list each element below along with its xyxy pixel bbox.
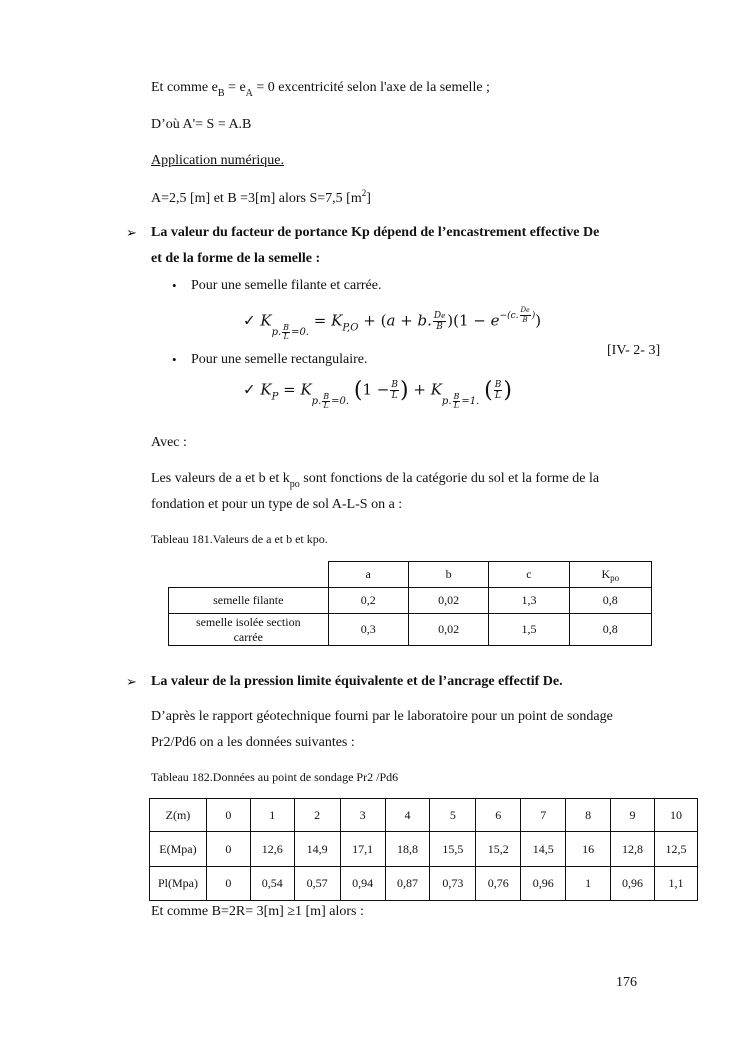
table-header-row xyxy=(169,562,652,588)
table-cell: 0,57 xyxy=(294,867,340,901)
table-cell: semelle filante xyxy=(169,588,329,614)
table-cell: 0,02 xyxy=(408,588,488,614)
table-row-header: Pl(Mpa) xyxy=(150,867,207,901)
table-cell: 10 xyxy=(654,799,697,832)
table-row-depth xyxy=(150,799,698,832)
table-caption-182: Tableau 182.Données au point de sondage Pr2 /Pd6 xyxy=(151,770,399,784)
table-cell: 12,5 xyxy=(654,832,697,867)
table-cell: 17,1 xyxy=(340,832,385,867)
table-cell: 9 xyxy=(611,799,655,832)
bullet-filante: Pour une semelle filante et carrée. xyxy=(191,278,382,293)
table-cell: 0,02 xyxy=(408,614,488,646)
table-cell: 4 xyxy=(385,799,430,832)
bullet-rectangulaire: Pour une semelle rectangulaire. xyxy=(191,352,368,367)
table-cell: 0,54 xyxy=(250,867,294,901)
table-header-cell: a xyxy=(328,562,408,588)
avec-label: Avec : xyxy=(151,435,187,450)
section2-paragraph-line1: D’après le rapport géotechnique fourni par le laboratoire pour un point de sondage xyxy=(151,709,613,724)
table-row xyxy=(169,614,652,646)
arrow-bullet-icon: ➢ xyxy=(126,674,137,689)
table-cell: 0,76 xyxy=(476,867,521,901)
table-cell: 18,8 xyxy=(385,832,430,867)
closing-line: Et comme B=2R= 3[m] ≥1 [m] alors : xyxy=(151,904,364,919)
table-row-header: Z(m) xyxy=(150,799,207,832)
table-caption-181: Tableau 181.Valeurs de a et b et kpo. xyxy=(151,532,328,546)
table-coefficients xyxy=(168,561,652,646)
table-cell: 0,8 xyxy=(569,588,651,614)
formula-kp-rectangulaire: ✓ $K_P = K_{p. \frac{B}{L} =0.}$ (1 − $\frac{B}{L}$ ) + $K_{p. \frac{B}{L} =1.}$ ( $\frac{B}{L}$ ) xyxy=(243,378,512,410)
table-cell: 12,8 xyxy=(611,832,655,867)
table-cell: 1 xyxy=(250,799,294,832)
table-cell: 7 xyxy=(521,799,566,832)
table-cell: 0,2 xyxy=(328,588,408,614)
check-icon: ✓ xyxy=(243,380,256,399)
table-cell: 8 xyxy=(566,799,611,832)
table-header-cell: b xyxy=(408,562,488,588)
table-cell: 0,8 xyxy=(569,614,651,646)
table-cell: 0 xyxy=(206,867,250,901)
table-cell: 16 xyxy=(566,832,611,867)
table-cell: 1 xyxy=(566,867,611,901)
bullet-dot-icon: • xyxy=(172,352,177,367)
table-cell: 0,73 xyxy=(430,867,476,901)
paragraph-line2: fondation et pour un type de sol A-L-S on a : xyxy=(151,497,403,512)
table-cell: 15,2 xyxy=(476,832,521,867)
arrow-bullet-icon: ➢ xyxy=(126,225,137,240)
table-cell: 14,5 xyxy=(521,832,566,867)
table-cell: semelle isolée section carrée xyxy=(169,614,329,646)
table-cell: 1,3 xyxy=(489,588,569,614)
table-row-modulus xyxy=(150,832,698,867)
table-cell: 1,5 xyxy=(489,614,569,646)
table-row xyxy=(169,588,652,614)
table-cell: 0,3 xyxy=(328,614,408,646)
bullet-dot-icon: • xyxy=(172,278,177,293)
table-cell: 0,96 xyxy=(611,867,655,901)
text-line-excentricity: Et comme $e_B = e_A = 0$ excentricité selon l'axe de la semelle ; xyxy=(151,80,490,99)
table-sondage xyxy=(149,798,698,901)
table-cell: 5 xyxy=(430,799,476,832)
table-cell: 6 xyxy=(476,799,521,832)
table-cell: 3 xyxy=(340,799,385,832)
table-header-cell: c xyxy=(489,562,569,588)
page-number: 176 xyxy=(616,975,637,990)
table-cell: 15,5 xyxy=(430,832,476,867)
table-row-pressure xyxy=(150,867,698,901)
application-heading: Application numérique. xyxy=(151,153,284,168)
table-header-cell-kpo: $K_{po}$ xyxy=(569,562,651,588)
table-cell: 0,87 xyxy=(385,867,430,901)
section-title-line2: et de la forme de la semelle : xyxy=(151,251,321,266)
table-cell: 2 xyxy=(294,799,340,832)
table-cell: 12,6 xyxy=(250,832,294,867)
table-cell: 0,94 xyxy=(340,867,385,901)
section2-paragraph-line2: Pr2/Pd6 on a les données suivantes : xyxy=(151,735,355,750)
table-cell: 0 xyxy=(206,799,250,832)
table-row-header: E(Mpa) xyxy=(150,832,207,867)
section-title-line1: La valeur du facteur de portance Kp dépend de l’encastrement effective De xyxy=(151,225,600,240)
table-cell-empty xyxy=(169,562,329,588)
text-line-numeric: A=2,5 [m] et B =3[m] alors S=7,5 $[m^2]$ xyxy=(151,188,371,206)
paragraph-line1: Les valeurs de a et b et $k_{po}$ sont fonctions de la catégorie du sol et la forme de la xyxy=(151,471,600,490)
text-line-area: D’où A'= S = A.B xyxy=(151,117,252,132)
equation-reference: [IV- 2- 3] xyxy=(607,343,661,358)
section2-title: La valeur de la pression limite équivalente et de l’ancrage effectif De. xyxy=(151,674,563,689)
table-cell: 0,96 xyxy=(521,867,566,901)
table-cell: 14,9 xyxy=(294,832,340,867)
formula-kp-filante: ✓ $K_{p. \frac{B}{L} =0.} = K_{P,O} + (a + b$. $\frac{De}{B}$ )$(1 - e^{-(c. \frac{De}{B} )})$ xyxy=(243,306,542,341)
table-cell: 0 xyxy=(206,832,250,867)
check-icon: ✓ xyxy=(243,311,256,330)
table-cell: 1,1 xyxy=(654,867,697,901)
